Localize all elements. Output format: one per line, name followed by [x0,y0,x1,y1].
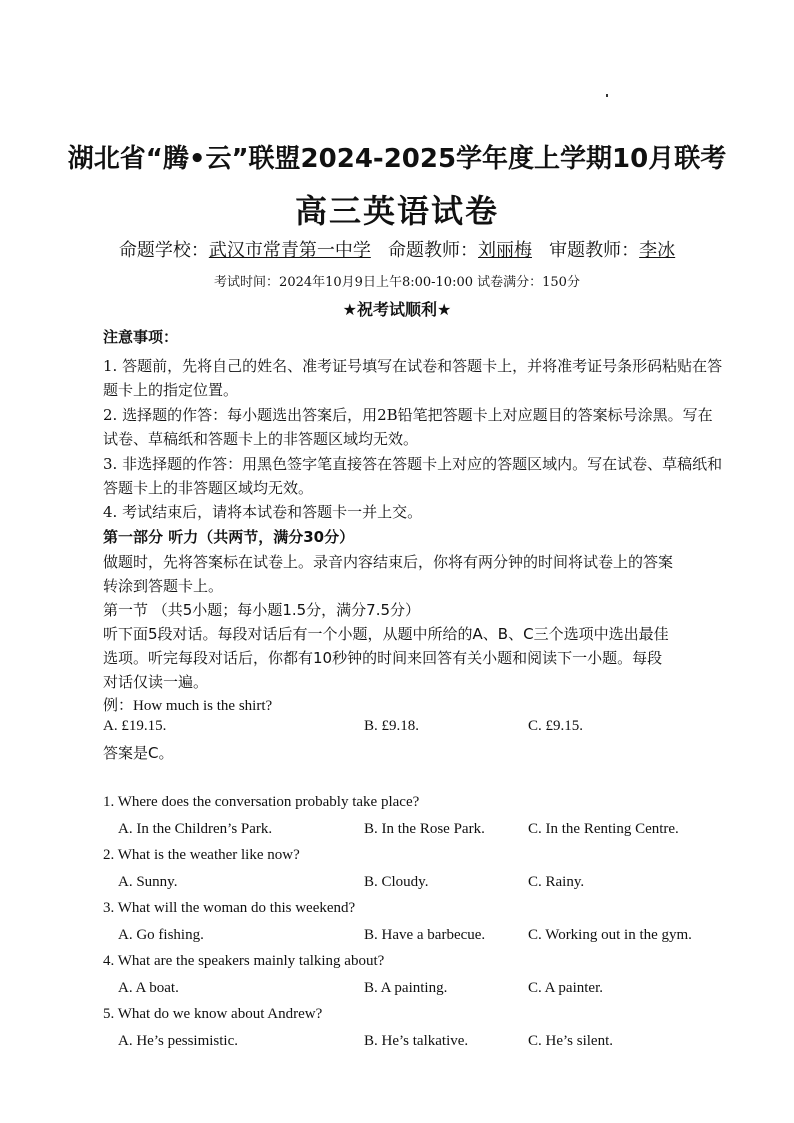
q1-option-a: A. In the Children’s Park. [118,821,273,837]
reviewer-name: 李冰 [639,240,676,261]
q3-option-b: B. Have a barbecue. [364,927,486,943]
question-5: 5. What do we know about Andrew? [103,1006,323,1022]
q1-option-b: B. In the Rose Park. [364,821,485,837]
q2-option-a: A. Sunny. [118,874,178,890]
part1-instruction-line1: 做题时，先将答案标在试卷上。录音内容结束后，你将有两分钟的时间将试卷上的答案 [103,553,674,571]
section1-instruction-line2: 选项。听完每段对话后，你都有10秒钟的时间来回答有关小题和阅读下一小题。每段 [103,649,663,667]
notice-heading: 注意事项： [103,328,179,346]
paper-title: 高三英语试卷 [294,192,499,230]
question-1: 1. Where does the conversation probably take place? [103,794,420,810]
example-answer: 答案是C。 [103,744,174,762]
q4-option-a: A. A boat. [118,980,179,996]
q4-option-b: B. A painting. [364,980,448,996]
question-3: 3. What will the woman do this weekend? [103,900,356,916]
example-option-a: A. £19.15. [103,718,167,734]
q2-option-c: C. Rainy. [528,874,585,890]
q5-option-a: A. He’s pessimistic. [118,1033,238,1049]
q3-option-a: A. Go fishing. [118,927,204,943]
notice-item-4: 4. 考试结束后，请将本试卷和答题卡一并上交。 [103,503,423,521]
school-name: 武汉市常青第一中学 [208,240,371,261]
section1-instruction-line3: 对话仅读一遍。 [103,673,209,691]
q4-option-c: C. A painter. [528,980,603,996]
question-2: 2. What is the weather like now? [103,847,300,863]
teacher-name: 刘丽梅 [478,240,532,261]
teacher-label: 命题教师： [388,240,478,261]
scan-speck [606,94,608,97]
example-option-c: C. £9.15. [528,718,584,734]
notice-item-3: 3. 非选择题的作答：用黑色签字笔直接答在答题卡上对应的答题区域内。写在试卷、草稿纸和答题卡上的非答题区域均无效。 [103,455,723,497]
part1-instruction-line2: 转涂到答题卡上。 [103,577,224,595]
q5-option-c: C. He’s silent. [528,1033,613,1049]
good-luck-banner: ★祝考试顺利★ [342,300,452,319]
exam-series-title: 湖北省“腾•云”联盟2024-2025学年度上学期10月联考 [67,144,727,174]
example-option-b: B. £9.18. [364,718,420,734]
reviewer-label: 审题教师： [549,240,640,261]
q1-option-c: C. In the Renting Centre. [528,821,679,837]
example-question: 例：How much is the shirt? [103,698,273,714]
notice-item-1: 1. 答题前，先将自己的姓名、准考证号填写在试卷和答题卡上，并将准考证号条形码粘贴在答题卡上的指定位置。 [103,357,723,399]
q3-option-c: C. Working out in the gym. [528,927,692,943]
q2-option-b: B. Cloudy. [364,874,429,890]
exam-time-info: 考试时间：2024年10月9日上午8:00-10:00 试卷满分：150分 [214,275,580,290]
q5-option-b: B. He’s talkative. [364,1033,469,1049]
section1-instruction-line1: 听下面5段对话。每段对话后有一个小题，从题中所给的A、B、C三个选项中选出最佳 [103,625,669,643]
section1-heading: 第一节 （共5小题；每小题1.5分，满分7.5分） [103,601,421,619]
question-4: 4. What are the speakers mainly talking about? [103,953,385,969]
notice-item-2: 2. 选择题的作答：每小题选出答案后，用2B铅笔把答题卡上对应题目的答案标号涂黑。写在试卷、草稿纸和答题卡上的非答题区域均无效。 [103,406,713,448]
part1-heading: 第一部分 听力（共两节，满分30分） [103,528,355,546]
author-info [0,236,794,262]
school-label: 命题学校： [118,240,209,261]
